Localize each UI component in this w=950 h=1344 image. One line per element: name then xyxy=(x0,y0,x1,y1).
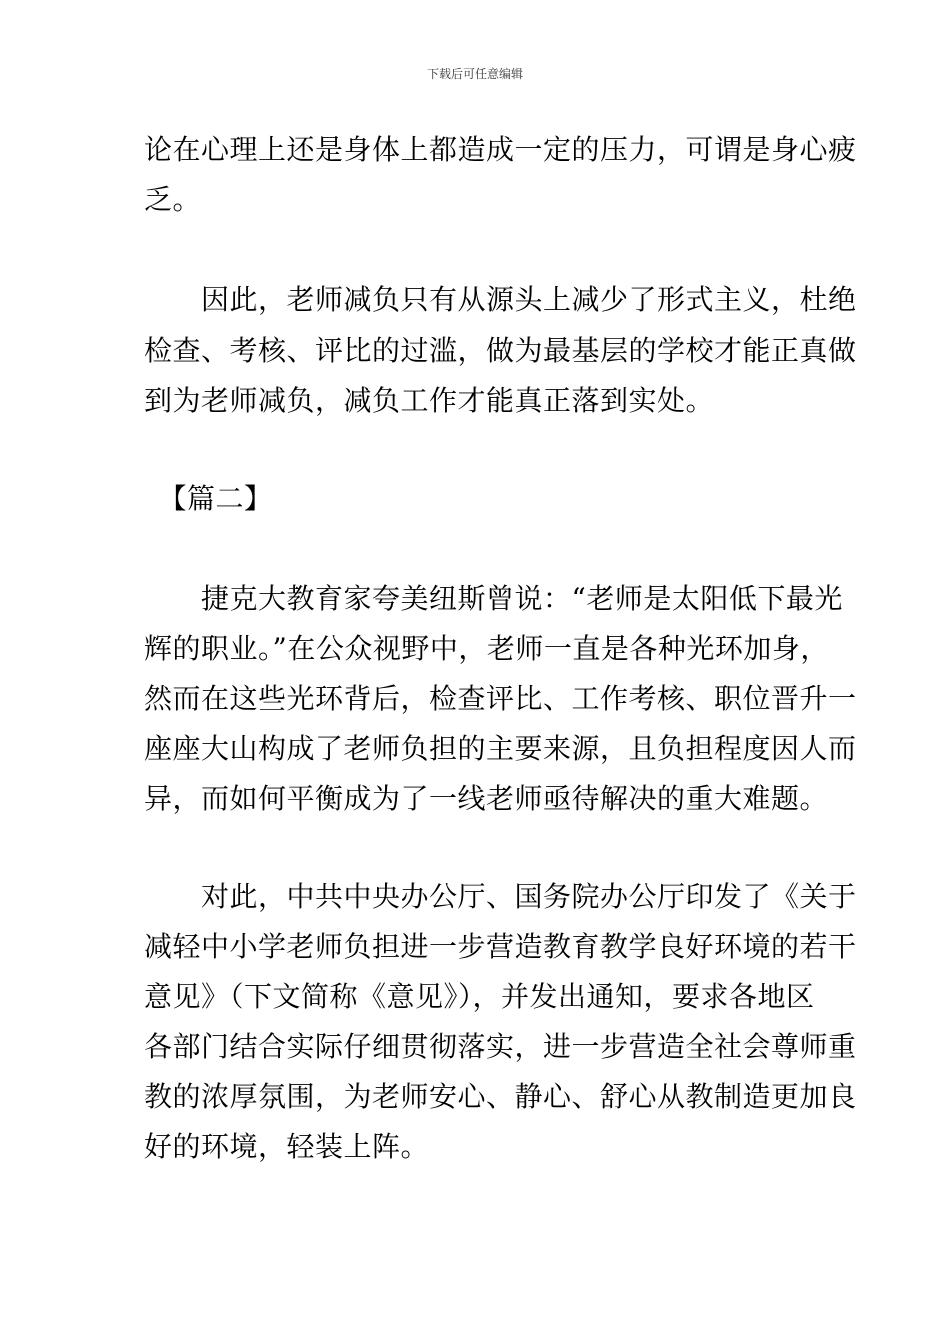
paragraph-line: 座座大山构成了老师负担的主要来源，且负担程度因人而 xyxy=(144,732,857,765)
paragraph-line: 对此，中共中央办公厅、国务院办公厅印发了《关于 xyxy=(144,880,857,913)
paragraph-line: 辉的职业。”在公众视野中，老师一直是各种光环加身， xyxy=(144,632,829,665)
paragraph-line: 捷克大教育家夸美纽斯曾说：“老师是太阳低下最光 xyxy=(144,582,843,615)
paragraph-line: 然而在这些光环背后，检查评比、工作考核、职位晋升一 xyxy=(144,682,857,715)
paragraph-line: 论在心理上还是身体上都造成一定的压力，可谓是身心疲 xyxy=(144,133,857,166)
page-header: 下载后可任意编辑 xyxy=(426,67,523,81)
section-heading: 【篇二】 xyxy=(144,482,273,515)
paragraph-line: 减轻中小学老师负担进一步营造教育教学良好环境的若干 xyxy=(144,930,857,963)
paragraph-line: 乏。 xyxy=(144,183,202,216)
paragraph-line: 教的浓厚氛围，为老师安心、静心、舒心从教制造更加良 xyxy=(144,1080,857,1113)
paragraph-line: 异，而如何平衡成为了一线老师亟待解决的重大难题。 xyxy=(144,782,829,815)
paragraph-line: 到为老师减负，减负工作才能真正落到实处。 xyxy=(144,384,715,417)
paragraph-line: 检查、考核、评比的过滥，做为最基层的学校才能正真做 xyxy=(144,334,857,367)
paragraph-line: 好的环境，轻装上阵。 xyxy=(144,1130,430,1163)
paragraph-line: 各部门结合实际仔细贯彻落实，进一步营造全社会尊师重 xyxy=(144,1030,857,1063)
paragraph-line: 意见》（下文简称《意见》），并发出通知，要求各地区 xyxy=(144,980,815,1013)
paragraph-line: 因此，老师减负只有从源头上减少了形式主义，杜绝 xyxy=(144,283,857,316)
